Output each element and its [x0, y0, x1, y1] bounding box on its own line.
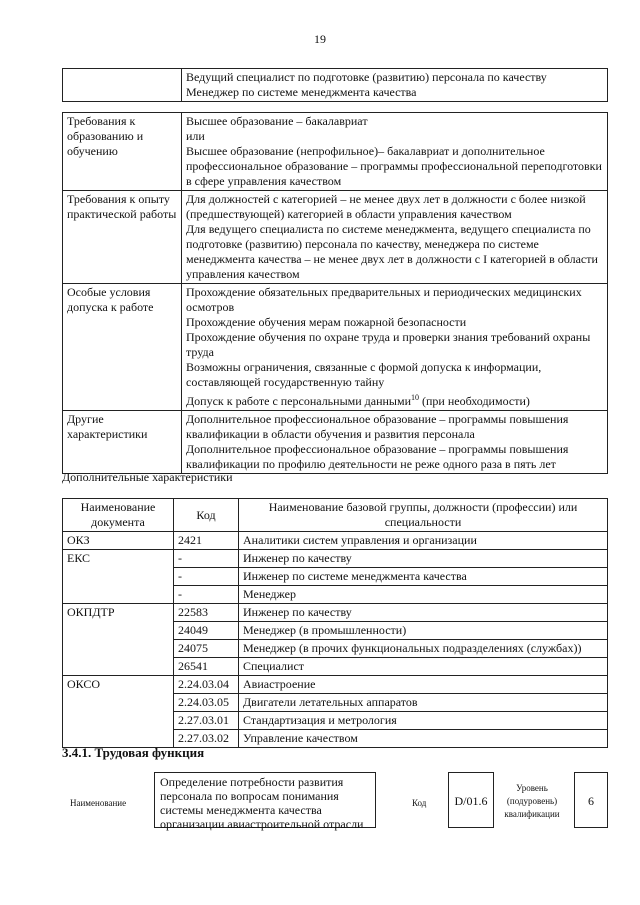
doc-name-cell: ОКЗ [63, 532, 174, 550]
requirement-text: Для должностей с категорией – не менее двух лет в должности с более низкой (предшествующей) категорией в области управления качеством Для ведущего специалиста по системе менеджмента, ведущего специалиста по подготовке (развитию) персонала по качеству, менеджера по системе менеджмента качества – не менее двух лет в должности с I категорией в области управления качеством [182, 191, 608, 284]
function-name-value: Определение потребности развития персонала по вопросам понимания системы менеджмента качества организации авиастроительной отрасли [154, 772, 376, 828]
code-cell: - [174, 550, 239, 568]
function-code-value: D/01.6 [448, 772, 494, 828]
requirement-label: Другие характеристики [63, 411, 182, 474]
additional-table-body [63, 532, 608, 748]
requirement-text-last [186, 390, 603, 409]
doc-name-cell: ОКСО [63, 676, 174, 748]
occupation-name-cell: Инженер по качеству [239, 550, 608, 568]
code-cell: 22583 [174, 604, 239, 622]
requirement-label: Требования к опыту практической работы [63, 191, 182, 284]
code-cell: 2421 [174, 532, 239, 550]
requirement-cell [182, 284, 608, 411]
header-name: Наименование базовой группы, должности (профессии) или специальности [239, 499, 608, 532]
header-code: Код [174, 499, 239, 532]
code-cell: 2.27.03.02 [174, 730, 239, 748]
requirement-row [63, 113, 608, 191]
function-row [62, 772, 608, 832]
table-row [63, 604, 608, 622]
table-row [63, 532, 608, 550]
code-cell: 26541 [174, 658, 239, 676]
occupation-name-cell: Менеджер [239, 586, 608, 604]
requirement-text: Высшее образование – бакалавриат или Высшее образование (непрофильное)– бакалавриат и дополнительное профессиональное образование – программы профессиональной переподготовки в сфере управления качеством [182, 113, 608, 191]
doc-name-cell: ЕКС [63, 550, 174, 604]
function-level-value: 6 [574, 772, 608, 828]
function-level-label: Уровень (подуровень) квалификации [504, 783, 560, 819]
code-cell: 2.24.03.05 [174, 694, 239, 712]
table-row [63, 550, 608, 568]
requirement-label: Особые условия допуска к работе [63, 284, 182, 411]
table-row [63, 676, 608, 694]
doc-name-cell: ОКПДТР [63, 604, 174, 676]
function-code-label: Код [412, 798, 427, 808]
code-cell: 2.24.03.04 [174, 676, 239, 694]
requirements-table [62, 112, 608, 474]
requirement-text-last-main: Допуск к работе с персональными данными [186, 394, 412, 408]
header-doc: Наименование документа [63, 499, 174, 532]
positions-table [62, 68, 608, 102]
additional-table [62, 498, 608, 748]
occupation-name-cell: Аналитики систем управления и организации [239, 532, 608, 550]
occupation-name-cell: Инженер по системе менеджмента качества [239, 568, 608, 586]
occupation-name-cell: Менеджер (в промышленности) [239, 622, 608, 640]
code-cell: - [174, 568, 239, 586]
requirement-text-last-tail: (при необходимости) [419, 394, 530, 408]
occupation-name-cell: Специалист [239, 658, 608, 676]
occupation-name-cell: Двигатели летательных аппаратов [239, 694, 608, 712]
code-cell: 24049 [174, 622, 239, 640]
occupation-name-cell: Инженер по качеству [239, 604, 608, 622]
function-name-label: Наименование [70, 798, 127, 808]
requirement-row [63, 411, 608, 474]
footnote-mark: 10 [411, 393, 420, 402]
code-cell: 24075 [174, 640, 239, 658]
requirement-label: Требования к образованию и обучению [63, 113, 182, 191]
requirement-text: Дополнительное профессиональное образование – программы повышения квалификации в области обучения и развития персонала Дополнительное профессиональное образование – программы повышения квалификации по профилю деятельности не реже одного раза в пять лет [182, 411, 608, 474]
page-number: 19 [314, 32, 326, 46]
requirement-text: Прохождение обязательных предварительных и периодических медицинских осмотров Прохождение обучения мерам пожарной безопасности Прохождение обучения по охране труда и проверки знания требований охраны труда Возможны ограничения, связанные с формой допуска к информации, составляющей государственную тайну [186, 285, 591, 389]
code-cell: 2.27.03.01 [174, 712, 239, 730]
occupation-name-cell: Стандартизация и метрология [239, 712, 608, 730]
occupation-name-cell: Менеджер (в прочих функциональных подразделениях (службах)) [239, 640, 608, 658]
occupation-name-cell: Авиастроение [239, 676, 608, 694]
requirement-row [63, 191, 608, 284]
function-title: 3.4.1. Трудовая функция [62, 745, 205, 760]
code-cell: - [174, 586, 239, 604]
additional-title: Дополнительные характеристики [62, 470, 233, 484]
occupation-name-cell: Управление качеством [239, 730, 608, 748]
positions-list: Ведущий специалист по подготовке (развитию) персонала по качеству Менеджер по системе менеджмента качества [182, 69, 608, 102]
positions-label-cell [63, 69, 182, 102]
requirement-row [63, 284, 608, 411]
